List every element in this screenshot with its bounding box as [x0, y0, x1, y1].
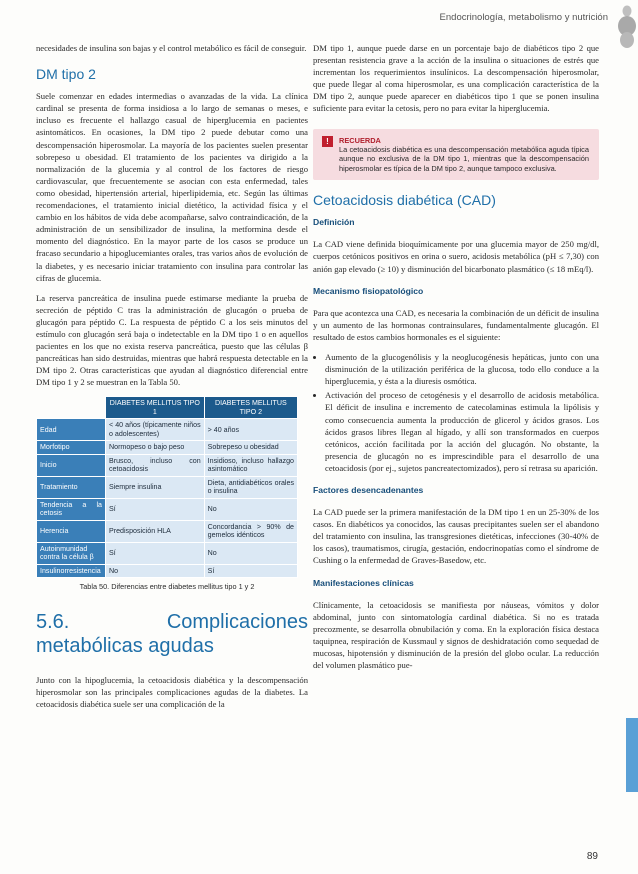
- manifestations-text: Clínicamente, la cetoacidosis se manifiesta por náuseas, vómitos y dolor abdominal, junto con sintomatología cardinal diabética. Si no es tratada precozmente, se desarrolla obnubilación y coma. En la exploración física destaca taquipnea, respiración de Kussmaul y signos de deshidratación como sequedad de mucosas, hipotensión y disminución de la presión del globo ocular. La reducción del volumen plasmático pue-: [313, 599, 599, 671]
- cell-type1: Predisposición HLA: [106, 520, 205, 542]
- definition-text: La CAD viene definida bioquímicamente por una glucemia mayor de 250 mg/dl, cuerpos cetónicos positivos en orina o suero, acidosis metabólica (pH ≤ 7,30) con anión gap elevado (≥ 10) y disminución del bicarbonato plasmático (≤ 18 mEq/l).: [313, 239, 599, 274]
- cell-type1: Normopeso o bajo peso: [106, 441, 205, 455]
- page-number: 89: [586, 851, 598, 862]
- venus-figurine-icon: [612, 4, 638, 50]
- table-header-row: [37, 397, 298, 419]
- table-row: [37, 564, 298, 578]
- diabetes-comparison-table: [36, 396, 298, 578]
- cell-type2: Sí: [204, 564, 297, 578]
- definition-heading: Definición: [313, 217, 355, 228]
- cad-heading: Cetoacidosis diabética (CAD): [313, 192, 496, 209]
- cell-type2: Insidioso, incluso hallazgo asintomático: [204, 454, 297, 476]
- table-row: [37, 419, 298, 441]
- mechanism-text: Para que acontezca una CAD, es necesaria la combinación de un déficit de insulina y un aumento de las hormonas contrainsulares, fundamentalmente glucagón. El resultado de estos cambios hormonales es el siguiente:: [313, 307, 599, 342]
- table-row: [37, 476, 298, 498]
- left-column: [36, 42, 308, 718]
- table-row: [37, 520, 298, 542]
- table-header-type2: DIABETES MELLITUS TIPO 2: [204, 397, 297, 419]
- dm2-paragraph-1: Suele comenzar en edades intermedias o avanzadas de la vida. La clínica cardinal se presenta de forma insidiosa a lo largo de semanas o meses, e incluso es frecuente el hallazgo casual de hiperglucemia en pacientes asintomáticos. En ocasiones, la DM tipo 2 puede debutar como una descompensación hiperosmolar. La mayoría de los pacientes suelen presentar sobrepeso u obesidad. El tratamiento de los pacientes va dirigido a la normalización de la glucemia y al control de los factores de riesgo cardiovascular, que frecuentemente se asocian con esta enfermedad, tales como obesidad, hipertensión arterial, hiperlipidemia, etc. Según las últimas recomendaciones, el tratamiento inicial dietético, la actividad física y el cambio en los hábitos de vida debe acompañarse, salvo contraindicación, de la administración de un sensibilizador de insulina, la metformina desde el momento del diagnóstico. En la mayor parte de los casos se produce un fracaso secundario a hipoglucemiantes orales, tras varios años de evolución de la diabetes, y es necesario iniciar tratamiento con insulina para controlar las cifras de glucemia.: [36, 91, 308, 283]
- table-header-type1: DIABETES MELLITUS TIPO 1: [106, 397, 205, 419]
- triggers-heading: Factores desencadenantes: [313, 484, 424, 495]
- alert-icon: !: [322, 136, 333, 147]
- row-label: Autoinmunidad contra la célula β: [37, 542, 106, 564]
- intro-paragraph: necesidades de insulina son bajas y el control metabólico es fácil de conseguir.: [36, 43, 307, 53]
- cell-type2: Sobrepeso u obesidad: [204, 441, 297, 455]
- chapter-side-tab: [626, 718, 638, 792]
- cell-type2: > 40 años: [204, 419, 297, 441]
- mechanism-list: [313, 351, 599, 474]
- cell-type2: No: [204, 542, 297, 564]
- cell-type1: No: [106, 564, 205, 578]
- triggers-text: La CAD puede ser la primera manifestación de la DM tipo 1 en un 25-30% de los casos. En diabéticos ya conocidos, las causas precipitantes suelen ser el abandono del tratamiento con insulina, las transgresiones dietéticas, infecciones (30-40% de los casos), traumatismos, cirugía, gestación, endocrinopatías como el síndrome de Cushing o la enfermedad de Graves-Basedow, etc.: [313, 507, 599, 566]
- cell-type2: No: [204, 498, 297, 520]
- dm2-paragraph-2: La reserva pancreática de insulina puede estimarse mediante la prueba de secreción de péptido C tras la administración de glucagón o prueba de glucagón para péptido C. La respuesta de péptido C a los seis minutos del estímulo con glucagón será baja o indetectable en la DM tipo 1 o en aquellos pacientes en los que no exista reserva pancreática, puesto que las células β pancreáticas han sido destruidas, mientras que habrá respuesta detectable en la DM tipo 2. Otras características que ayudan al diagnóstico diferencial entre DM tipo 1 y 2 se muestran en la Tabla 50.: [36, 292, 308, 388]
- remember-text: La cetoacidosis diabética es una descompensación metabólica aguda típica aunque no exclusiva de la DM tipo 1, mientras que la descompensación hiperosmolar es típica de la DM tipo 2, aunque tampoco exclusiva.: [339, 144, 589, 173]
- running-header: Endocrinología, metabolismo y nutrición: [439, 12, 608, 23]
- cell-type2: Concordancia > 90% de gemelos idénticos: [204, 520, 297, 542]
- cell-type1: Siempre insulina: [106, 476, 205, 498]
- row-label: Tratamiento: [37, 476, 106, 498]
- cell-type1: Sí: [106, 542, 205, 564]
- table-row: [37, 542, 298, 564]
- table-corner: [37, 397, 106, 419]
- row-label: Herencia: [37, 520, 106, 542]
- row-label: Morfotipo: [37, 441, 106, 455]
- right-paragraph-1: DM tipo 1, aunque puede darse en un porcentaje bajo de diabéticos tipo 2 que presentan resistencia grave a la acción de la insulina o situaciones de estrés que incrementan los requerimientos insulínicos. La descompensación hiperosmolar, que puede llegar al coma hiperosmolar, es una complicación característica de la DM tipo 2, aunque puede aparecer en diabéticos tipo 1 que se ponen insulina suficiente para evitar la cetosis, pero no para evitar la hiperglucemia.: [313, 43, 599, 114]
- remember-title: RECUERDA: [339, 135, 381, 145]
- list-item: • Activación del proceso de cetogénesis y el desarrollo de acidosis metabólica. El déficit de insulina e incremento de catecolaminas estimula la lipólisis y como consecuencia aumenta la producción de glicerol y ácidos grasos. Los ácidos grasos libres llegan al hígado, y allí son transformados en cuerpos cetónicos, acción facilitada por la acción del glucagón. No obstante, la presencia de glucagón no es imprescindible para el desarrollo de una cetoacidosis (por ej., sujetos pancreatectomizados), pero sí retrasa su aparición.: [325, 389, 599, 474]
- mechanism-heading: Mecanismo fisiopatológico: [313, 285, 424, 296]
- table-row: [37, 441, 298, 455]
- chapter-section-title: 5.6. Complicaciones metabólicas agudas: [36, 610, 308, 657]
- manifestations-heading: Manifestaciones clínicas: [313, 577, 414, 588]
- dm2-heading: DM tipo 2: [36, 66, 96, 83]
- remember-callout: [313, 129, 599, 181]
- row-label: Edad: [37, 419, 106, 441]
- closing-paragraph: Junto con la hipoglucemia, la cetoacidosis diabética y la descompensación hiperosmolar son las principales complicaciones agudas de la diabetes. La cetoacidosis diabética suele ser una complicación de la: [36, 674, 308, 709]
- cell-type1: Sí: [106, 498, 205, 520]
- row-label: Inicio: [37, 454, 106, 476]
- table-caption: Tabla 50. Diferencias entre diabetes mellitus tipo 1 y 2: [79, 582, 255, 592]
- cell-type1: Brusco, incluso con cetoacidosis: [106, 454, 205, 476]
- right-column: [313, 42, 599, 679]
- row-label: Insulinorresistencia: [37, 564, 106, 578]
- row-label: Tendencia a la cetosis: [37, 498, 106, 520]
- cell-type2: Dieta, antidiabéticos orales o insulina: [204, 476, 297, 498]
- cell-type1: < 40 años (típicamente niños o adolescentes): [106, 419, 205, 441]
- table-row: [37, 498, 298, 520]
- table-row: [37, 454, 298, 476]
- list-item: • Aumento de la glucogenólisis y la neoglucogénesis hepáticas, junto con una disminución de la utilización periférica de la glucosa, todo ello conduce a la hiperglucemia, y ésta a la diuresis osmótica.: [325, 351, 599, 387]
